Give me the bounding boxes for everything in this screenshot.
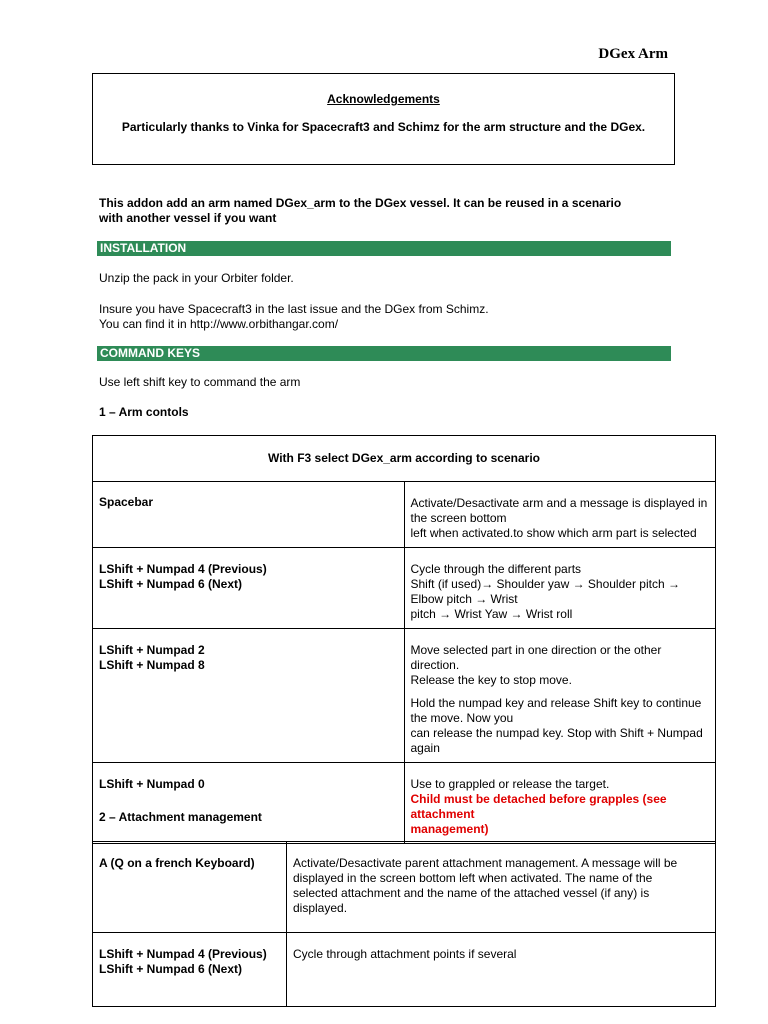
key-cell <box>93 933 287 1007</box>
description-line: Use to grappled or release the target. <box>410 777 610 791</box>
key-label: LShift + Numpad 6 (Next) <box>99 962 243 976</box>
description-cell <box>287 933 716 1007</box>
key-label: LShift + Numpad 0 <box>99 777 205 791</box>
description-line: Cycle through attachment points if several <box>293 947 517 961</box>
table-row <box>93 933 716 1007</box>
acknowledgements-text: Particularly thanks to Vinka for Spacecraft3 and Schimz for the arm structure and the DGex. <box>121 120 646 134</box>
key-cell <box>93 763 405 844</box>
description-line: Activate/Desactivate arm and a message is displayed in the screen bottom <box>410 496 708 525</box>
key-label: LShift + Numpad 4 (Previous) <box>99 947 267 961</box>
description-cell <box>404 629 716 763</box>
table-row <box>93 629 716 763</box>
key-cell <box>93 842 287 933</box>
table-row <box>93 482 716 548</box>
description-line: Cycle through the different parts <box>410 562 582 576</box>
description-cell <box>404 763 716 844</box>
description-line: Shift (if used)→ Shoulder yaw → Shoulder pitch → Elbow pitch → Wrist <box>410 577 680 606</box>
description-cell <box>404 548 716 629</box>
description-line: displayed in the screen bottom left when activated. The name of the <box>293 871 653 885</box>
intro-line: with another vessel if you want <box>99 211 277 225</box>
attachment-section-title: 2 – Attachment management <box>99 810 262 824</box>
description-cell <box>404 482 716 548</box>
key-label: Spacebar <box>99 495 154 509</box>
key-label: LShift + Numpad 8 <box>99 658 205 672</box>
table-row <box>93 763 716 844</box>
description-line: Hold the numpad key and release Shift key to continue the move. Now you <box>410 696 702 725</box>
acknowledgements-title: Acknowledgements <box>327 92 440 106</box>
description-line: Release the key to stop move. <box>410 673 572 687</box>
requirements-line: Insure you have Spacecraft3 in the last issue and the DGex from Schimz. <box>99 302 489 316</box>
description-line: Activate/Desactivate parent attachment management. A message will be <box>293 856 678 870</box>
table-header-cell: With F3 select DGex_arm according to scenario <box>93 436 716 482</box>
document-header-title: DGex Arm <box>598 46 668 62</box>
attachment-table <box>92 841 716 1007</box>
intro-paragraph <box>99 196 679 226</box>
table-header-row <box>93 436 716 482</box>
table-row <box>93 548 716 629</box>
installation-heading: INSTALLATION <box>97 241 671 256</box>
arm-controls-section-title: 1 – Arm contols <box>99 405 189 419</box>
acknowledgements-box <box>92 73 675 165</box>
key-cell <box>93 629 405 763</box>
key-label: A (Q on a french Keyboard) <box>99 856 255 870</box>
warning-line: management) <box>410 822 489 836</box>
key-cell <box>93 548 405 629</box>
key-label: LShift + Numpad 2 <box>99 643 205 657</box>
key-label: LShift + Numpad 4 (Previous) <box>99 562 267 576</box>
description-cell <box>287 842 716 933</box>
description-line: left when activated.to show which arm part is selected <box>410 526 697 540</box>
description-line: can release the numpad key. Stop with Shift + Numpad again <box>410 726 703 755</box>
description-line: pitch → Wrist Yaw → Wrist roll <box>410 607 573 621</box>
key-cell <box>93 482 405 548</box>
table-row <box>93 842 716 933</box>
description-line: selected attachment and the name of the attached vessel (if any) is <box>293 886 650 900</box>
command-keys-heading: COMMAND KEYS <box>97 346 671 361</box>
command-keys-intro: Use left shift key to command the arm <box>99 375 301 389</box>
requirements-link-line: You can find it in http://www.orbithangar.com/ <box>99 317 339 331</box>
arm-controls-table <box>92 435 716 844</box>
description-line: displayed. <box>293 901 348 915</box>
warning-line: Child must be detached before grapples (see attachment <box>410 792 667 821</box>
description-line: Move selected part in one direction or the other direction. <box>410 643 662 672</box>
intro-line: This addon add an arm named DGex_arm to the DGex vessel. It can be reused in a scenario <box>99 196 622 210</box>
installation-paragraph: Unzip the pack in your Orbiter folder. <box>99 271 294 285</box>
key-label: LShift + Numpad 6 (Next) <box>99 577 243 591</box>
installation-requirements <box>99 302 489 332</box>
